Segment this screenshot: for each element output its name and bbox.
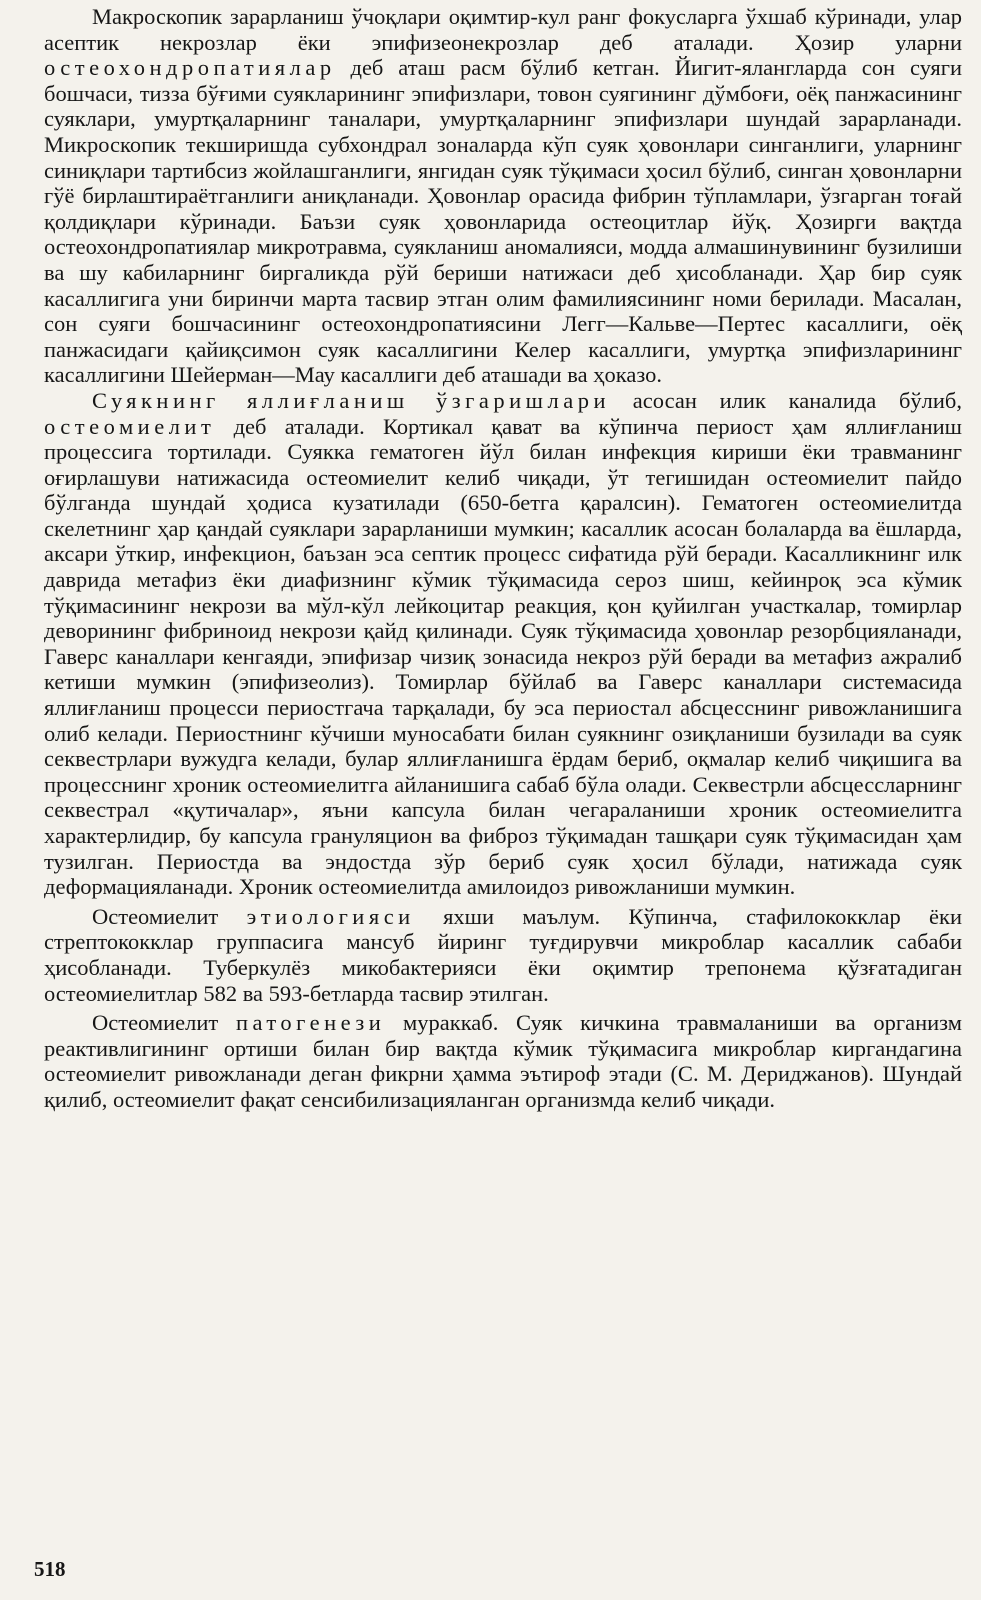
spaced-term: патогенези bbox=[235, 1010, 386, 1036]
page-number: 518 bbox=[34, 1557, 66, 1581]
spaced-term: остеохондропатиялар bbox=[44, 55, 336, 81]
paragraph-text: яхши маълум. Кўпинча, стафилококклар ёки стрептококклар группасига мансуб йиринг туғдирувчи микроблар касаллик сабаби ҳисобланади. Туберкулёз микобактерияси ёки оқимтир трепонема қўзғатадиган остеомиелитлар 582 ва 593-бетларда тасвир этилган. bbox=[44, 903, 963, 1006]
paragraph-text: деб аташ расм бўлиб кетган. Йигит-ялангларда сон суяги бошчаси, тизза бўғими суякларининг эпифизлари, товон суягининг дўмбоғи, оёқ панжасининг суяклари, умуртқаларнинг таналари, умуртқаларнинг эпифизлари шундай зарарланади. Микроскопик текширишда субхондрал зоналарда кўп суяк ҳовонлари синганлиги, уларнинг синиқлари тартибсиз жойлашганлиги, янгидан суяк тўқимаси ҳосил бўлиб, синган ҳовонларни гўё бирлаштираётганлиги аниқланади. Ҳовонлар орасида фибрин тўпламлари, ўзгарган тоғай қолдиқлари кўринади. Баъзи суяк ҳовонларида остеоцитлар йўқ. Ҳозирги вақтда остеохондропатиялар микротравма, суякланиш аномалияси, модда алмашинувининг бузилиши ва шу кабиларнинг биргаликда рўй бериши натижаси деб ҳисобланади. Ҳар бир суяк касаллигига уни биринчи марта тасвир этган олим фамилиясининг номи берилади. Масалан, сон суяги бошчасининг остеохондропатиясини Легг—Кальве—Пертес касаллиги, оёқ панжасидаги қайиқсимон суяк касаллигини Келер касаллиги, умуртқа эпифизларининг касаллигини Шейерман—Мау касаллиги деб аташади ва ҳоказо. bbox=[44, 55, 962, 388]
paragraph-text: Остеомиелит bbox=[92, 1010, 236, 1036]
paragraph-pathogenesis bbox=[44, 1010, 962, 1112]
spaced-term: этиологияси bbox=[246, 903, 415, 929]
spaced-term: остеомиелит bbox=[44, 413, 216, 439]
paragraph-text: Остеомиелит bbox=[92, 903, 247, 929]
spaced-term: Суякнинг яллиғланиш ўзгаришлари bbox=[92, 387, 611, 413]
paragraph-text: асосан илик каналида бўлиб, bbox=[610, 387, 962, 413]
page-body bbox=[44, 4, 962, 1113]
paragraph-osteomyelitis bbox=[44, 388, 962, 900]
paragraph-text: мураккаб. Суяк кичкина травмаланиши ва организм реактивлигининг ортиши билан бир вақтда кўмик тўқимасига микроблар киргандагина остеомиелит ривожланади деган фикрни ҳамма эътироф этади (С. М. Дериджанов). Шундай қилиб, остеомиелит фақат сенсибилизацияланган организмда келиб чиқади. bbox=[44, 1010, 962, 1112]
paragraph-osteochondropathy bbox=[44, 4, 962, 388]
paragraph-text: Макроскопик зарарланиш ўчоқлари оқимтир-кул ранг фокусларга ўхшаб кўринади, улар асептик некрозлар ёки эпифизеонекрозлар деб аталади. Ҳозир уларни bbox=[44, 4, 962, 55]
paragraph-etiology bbox=[44, 904, 962, 1006]
paragraph-text: деб аталади. Кортикал қават ва кўпинча периост ҳам яллиғланиш процессига тортилади. Суякка гематоген йўл билан инфекция кириши ёки травманинг оғирлашуви натижасида остеомиелит келиб чиқади, ўт тегишидан остеомиелит пайдо бўлганда шундай ҳодиса кузатилади (650-бетга қаралсин). Гематоген остеомиелитда скелетнинг ҳар қандай суяклари зарарланиши мумкин; касаллик асосан болаларда ва ёшларда, аксари ўткир, инфекцион, баъзан эса септик процесс сифатида рўй беради. Касалликнинг илк даврида метафиз ёки диафизнинг кўмик тўқимасида сероз шиш, кейинроқ эса кўмик тўқимасининг некрози ва мўл-кўл лейкоцитар реакция, қон қуйилган участкалар, томирлар деворининг фибриноид некрози қайд қилинади. Суяк тўқимасида ҳовонлар резорбцияланади, Гаверс каналлари кенгаяди, эпифизар чизиқ зонасида некроз рўй беради ва метафиз ажралиб кетиши мумкин (эпифизеолиз). Томирлар бўйлаб ва Гаверс каналлари системасида яллиғланиш процесси периостгача тарқалади, бу эса периостал абсцесснинг ривожланишига олиб келади. Периостнинг кўчиши муносабати билан суякнинг озиқланиши бузилади ва суяк секвестрлари вужудга келади, булар яллиғланишга ёрдам бериб, оқмалар келиб чиқишига ва процесснинг хроник остеомиелитга айланишига сабаб бўла олади. Секвестрли абсцессларнинг секвестрал «қутичалар», яъни капсула билан чегараланиши хроник остеомиелитга характерлидир, бу капсула грануляцион ва фиброз тўқимадан ташқари суяк тўқимасидан ҳам тузилган. Периостда ва эндостда зўр бериб суяк ҳосил бўлади, натижада суяк деформацияланади. Хроник остеомиелитда амилоидоз ривожланиши мумкин. bbox=[44, 413, 962, 900]
